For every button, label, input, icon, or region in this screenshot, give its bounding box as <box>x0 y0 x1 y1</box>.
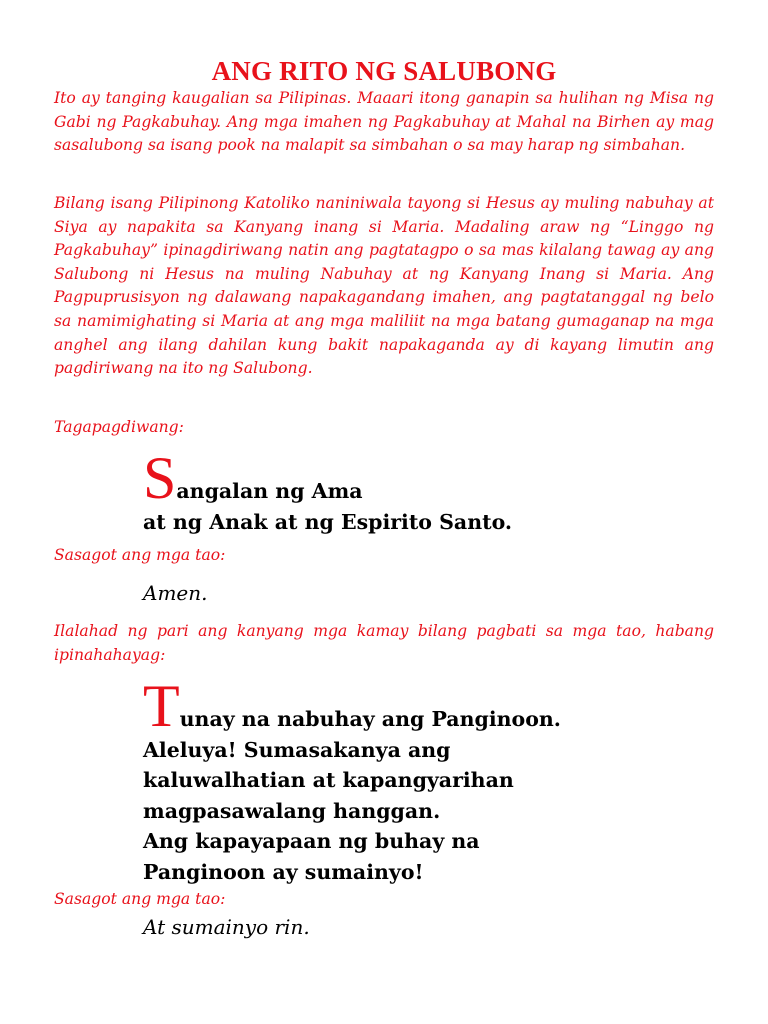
greeting-1-line-1: Sangalan ng Ama <box>143 445 363 511</box>
drop-cap-s: S <box>143 445 177 511</box>
greeting-2-line-2: Aleluya! Sumasakanya ang <box>143 737 451 762</box>
rubric-ilalahad: Ilalahad ng pari ang kanyang mga kamay bilang pagbati sa mga tao, habang ipinahahayag: <box>54 622 714 664</box>
response-amen: Amen. <box>143 581 208 605</box>
greeting-1-line-2: at ng Anak at ng Espirito Santo. <box>143 509 513 534</box>
rubric-sasagot-1: Sasagot ang mga tao: <box>54 546 226 564</box>
drop-cap-t: T <box>143 673 180 739</box>
intro-paragraph-2: Bilang isang Pilipinong Katoliko naniniwala tayong si Hesus ay muling nabuhay at Siya ay napakita sa Kanyang inang si Maria. Madaling araw ng “Linggo ng Pagkabuhay” ipinagdiriwang natin ang pagtatagpo o sa mas kilalang tawag ay ang Salubong ni Hesus na muling Nabuhay at ng Kanyang Inang si Maria. Ang Pagpuprusisyon ng dalawang napakagandang imahen, ang pagtatanggal ng belo sa namimighating si Maria at ang mga maliliit na mga batang gumaganap na mga anghel ang ilang dahilan kung bakit napakaganda ay di kayang limutin ang pagdiriwang na ito ng Salubong. <box>54 194 714 378</box>
greeting-1 <box>143 445 703 537</box>
page-title: ANG RITO NG SALUBONG <box>211 56 557 86</box>
greeting-2-line-1: Tunay na nabuhay ang Panginoon. <box>143 673 561 739</box>
response-at-sumainyo-rin: At sumainyo rin. <box>143 915 310 939</box>
greeting-2 <box>143 673 703 887</box>
intro-paragraph-1: Ito ay tanging kaugalian sa Pilipinas. Maaari itong ganapin sa hulihan ng Misa ng Gabi ng Pagkabuhay. Ang mga imahen ng Pagkabuhay at Mahal na Birhen ay mag sasalubong sa isang pook na malapit sa simbahan o sa may harap ng simbahan. <box>54 89 714 155</box>
greeting-2-line-4: magpasawalang hanggan. <box>143 798 441 823</box>
greeting-2-line-3: kaluwalhatian at kapangyarihan <box>143 768 514 792</box>
greeting-2-line-6: Panginoon ay sumainyo! <box>143 859 424 884</box>
rubric-sasagot-2: Sasagot ang mga tao: <box>54 890 226 908</box>
greeting-2-line-5: Ang kapayapaan ng buhay na <box>143 829 480 853</box>
rubric-tagapagdiwang: Tagapagdiwang: <box>54 418 184 436</box>
